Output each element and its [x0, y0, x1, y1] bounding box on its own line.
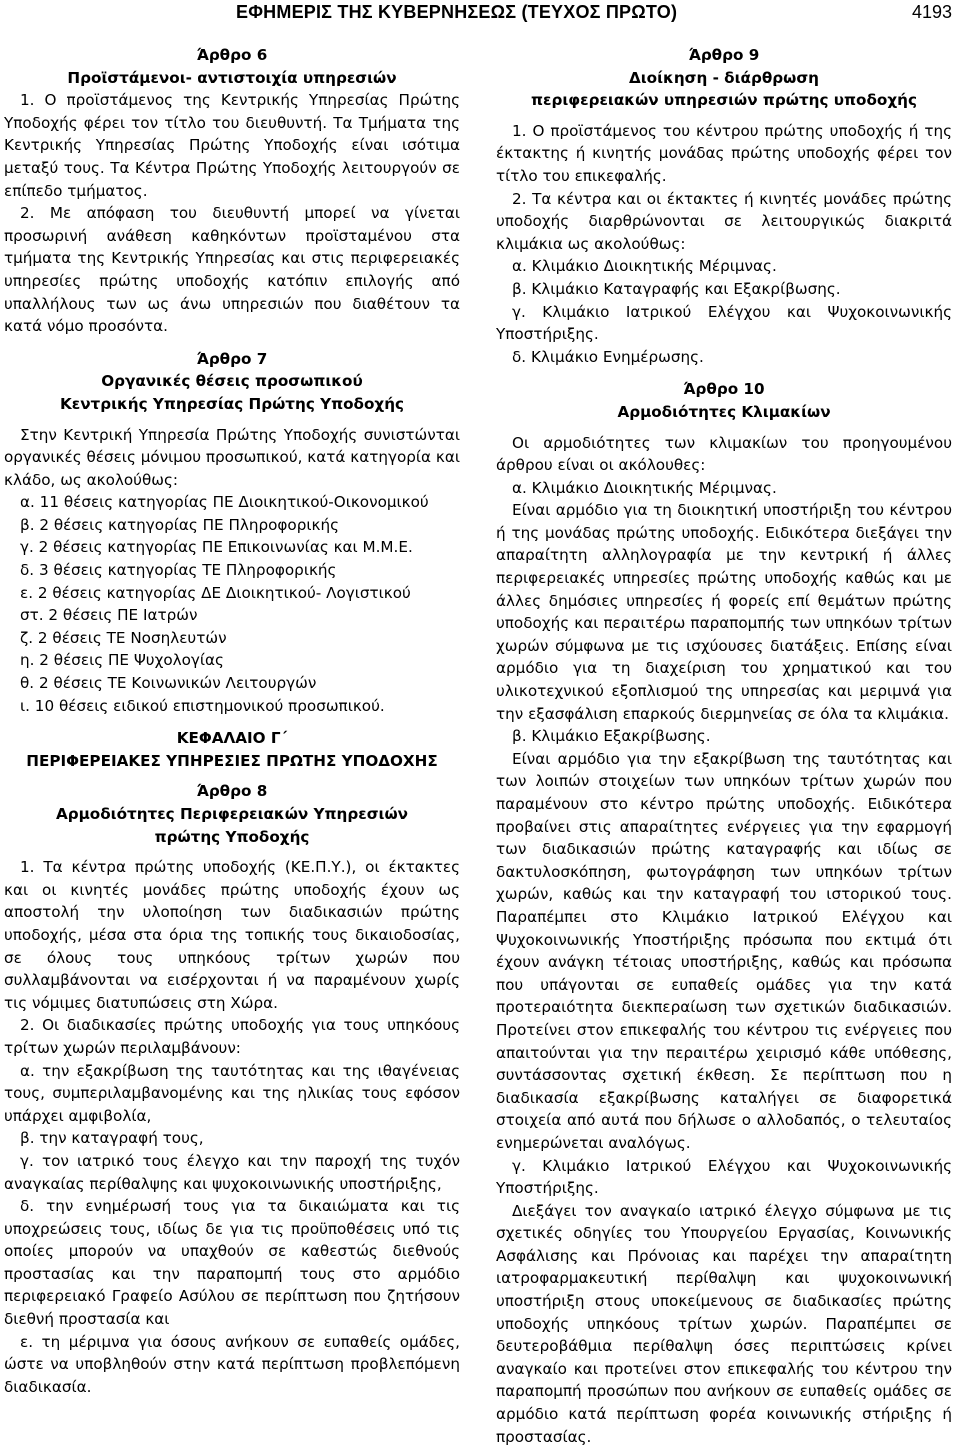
list-item: γ. 2 θέσεις κατηγορίας ΠΕ Επικοινωνίας και Μ.Μ.Ε.	[20, 538, 413, 557]
article-8-subtitle-1: Αρμοδιότητες Περιφερειακών Υπηρεσιών	[56, 805, 408, 823]
article-10-item-b-text: Είναι αρμόδιο για την εξακρίβωση της ταυτότητας και των λοιπών στοιχείων των υπηκόων τρίτων χωρών που παραμένουν στο κέντρο πρώτης υποδοχής. Ειδικότερα προβαίνει στις απαραίτητες ενέργειες για την εφαρμογή των διαδικασιών πρώτης καταγραφής και ιδίως σε δακτυλοσκόπηση, φωτογράφηση των υπηκόων τρίτων χωρών, καθώς και την καταγραφή του ιστορικού τους. Παραπέμπει στο Κλιμάκιο Ιατρικού Ελέγχου και Ψυχοκοινωνικής Υποστήριξης πρόσωπα που εκτιμά ότι έχουν ανάγκη τέτοιας υποστήριξης, καθώς και πρόσωπα που υπάγονται σε ευπαθείς ομάδες για την κατά προτεραιότητα διεκπεραίωση των σχετικών διαδικασιών. Προτείνει στον επικεφαλής του κέντρου τις ενέργειες που απαιτούνται για την περαιτέρω χειρισμό κάθε υπόθεσης, συντάσσοντας σχετική έκθεση. Σε περίπτωση που η διαδικασία εξακρίβωσης καταλήγει σε διαφορετικά στοιχεία από αυτά που δήλωσε ο αλλοδαπός, ο τελευταίος ενημερώνεται αναλόγως.	[496, 749, 952, 1152]
article-8-item-a: α. την εξακρίβωση της ταυτότητας και της ιθαγένειας τους, συμπεριλαμβανομένης και της ηλικίας τους εφόσον υπάρχει αμφιβολία,	[4, 1061, 460, 1125]
article-8-item-c: γ. τον ιατρικό τους έλεγχο και την παροχή της τυχόν αναγκαίας περίθαλψης και ψυχοκοινωνικής υποστήριξης,	[4, 1151, 460, 1193]
page-number: 4193	[911, 2, 952, 22]
chapter-subtitle: ΠΕΡΙΦΕΡΕΙΑΚΕΣ ΥΠΗΡΕΣΙΕΣ ΠΡΩΤΗΣ ΥΠΟΔΟΧΗΣ	[26, 751, 438, 770]
list-item: γ. Κλιμάκιο Ιατρικού Ελέγχου και Ψυχοκοινωνικής Υποστήριξης.	[496, 302, 952, 344]
article-10-item-b-heading: β. Κλιμάκιο Εξακρίβωσης.	[512, 727, 711, 746]
article-6-paragraph-2: 2. Με απόφαση του διευθυντή μπορεί να γίνεται προσωρινή ανάθεση καθηκόντων προϊσταμένου στα τμήματα της Κεντρικής Υπηρεσίας και στις περιφερειακές υπηρεσίες πρώτης υποδοχής κατόπιν επιλογής από υπαλλήλους των ως άνω υπηρεσιών που διαθέτουν τα κατά νόμο προσόντα.	[4, 204, 460, 336]
article-8-item-b: β. την καταγραφή τους,	[20, 1129, 204, 1148]
article-7-paragraph-1: Στην Κεντρική Υπηρεσία Πρώτης Υποδοχής συνιστώνται οργανικές θέσεις μόνιμου προσωπικού, κατά κατηγορία και κλάδο, ως ακολούθως:	[4, 425, 460, 489]
list-item: ε. 2 θέσεις κατηγορίας ΔΕ Διοικητικού- Λογιστικού	[20, 583, 411, 602]
list-item: α. Κλιμάκιο Διοικητικής Μέριμνας.	[512, 257, 777, 276]
list-item: β. Κλιμάκιο Καταγραφής και Εξακρίβωσης.	[512, 279, 841, 298]
article-9-subtitle-1: Διοίκηση - διάρθρωση	[629, 68, 819, 87]
article-7-title: Άρθρο 7	[196, 349, 268, 368]
list-item: δ. Κλιμάκιο Ενημέρωσης.	[512, 347, 704, 366]
article-10-item-c-heading: γ. Κλιμάκιο Ιατρικού Ελέγχου και Ψυχοκοινωνικής Υποστήριξης.	[496, 1156, 952, 1198]
list-item: α. 11 θέσεις κατηγορίας ΠΕ Διοικητικού-Οικονομικού	[20, 493, 429, 512]
article-8-paragraph-1: 1. Τα κέντρα πρώτης υποδοχής (ΚΕ.Π.Υ.), οι έκτακτες και οι κινητές μονάδες πρώτης υποδοχής έχουν ως αποστολή την υλοποίηση των διαδικασιών πρώτης υποδοχής, μέσα στα όρια της τοπικής τους δικαιοδοσίας, σε όλους τους υπηκόους τρίτων χωρών που συλλαμβάνονται να εισέρχονται ή να παραμένουν χωρίς τις νόμιμες διατυπώσεις στη Χώρα.	[4, 858, 460, 1012]
article-10-title: Άρθρο 10	[683, 380, 765, 399]
article-10-item-c-text: Διεξάγει τον αναγκαίο ιατρικό έλεγχο σύμφωνα με τις σχετικές οδηγίες του Υπουργείου Εργασίας, Κοινωνικής Ασφάλισης και Πρόνοιας και παρέχει την απαραίτητη ιατροφαρμακευτική περίθαλψη και ψυχοκοινωνική υποστήριξη στους υποκείμενους σε διαδικασίες πρώτης υποδοχής υπηκόους τρίτων χωρών. Παραπέμπει σε δευτεροβάθμια περίθαλψη όσες περιπτώσεις κρίνει αναγκαίο και προτείνει στον επικεφαλής του κέντρου την παραπομπή προσώπων που ανήκουν σε ευπαθείς ομάδες σε αρμόδιο κατά περίπτωση φορέα κοινωνικής στήριξης ή προστασίας.	[496, 1201, 952, 1446]
list-item: η. 2 θέσεις ΠΕ Ψυχολογίας	[20, 651, 224, 670]
article-8-title: Άρθρο 8	[196, 782, 268, 801]
chapter-title: ΚΕΦΑΛΑΙΟ Γ΄	[176, 729, 288, 748]
article-10-item-a-heading: α. Κλιμάκιο Διοικητικής Μέριμνας.	[512, 478, 777, 497]
article-10-subtitle: Αρμοδιότητες Κλιμακίων	[617, 402, 831, 421]
article-10-item-a-text: Είναι αρμόδιο για τη διοικητική υποστήριξη του κέντρου ή της μονάδας πρώτης υποδοχής. Ειδικότερα διεξάγει την απαραίτητη αλληλογραφία με την κεντρική ή άλλες περιφερειακές υπηρεσίες πρώτης υποδοχής καθώς και με άλλες δημόσιες υπηρεσίες ή φορείς επί θεμάτων πρώτης υποδοχής και περαιτέρω παραπομπής των υπηκόων τρίτων χωρών σύμφωνα με τις ισχύουσες διατάξεις. Επίσης είναι αρμόδιο για τη διαχείριση του χρηματικού και του υλικοτεχνικού εξοπλισμού της υπηρεσίας και μεριμνά για την εξασφάλιση επαρκούς διερμηνείας σε όλα τα κλιμάκια.	[496, 501, 952, 723]
article-7-subtitle-2: Κεντρικής Υπηρεσίας Πρώτης Υποδοχής	[59, 394, 405, 413]
list-item: ζ. 2 θέσεις ΤΕ Νοσηλευτών	[20, 628, 227, 647]
article-9-title: Άρθρο 9	[688, 46, 760, 64]
list-item: β. 2 θέσεις κατηγορίας ΠΕ Πληροφορικής	[20, 515, 339, 534]
right-column	[496, 44, 952, 1448]
list-item: ι. 10 θέσεις ειδικού επιστημονικού προσωπικού.	[20, 696, 385, 715]
gazette-title: ΕΦΗΜΕΡΙΣ ΤΗΣ ΚΥΒΕΡΝΗΣΕΩΣ (ΤΕΥΧΟΣ ΠΡΩΤΟ)	[236, 2, 678, 22]
article-9-paragraph-1: 1. Ο προϊστάμενος του κέντρου πρώτης υποδοχής ή της έκτακτης ή κινητής μονάδας πρώτης υποδοχής φέρει τον τίτλο του επικεφαλής.	[496, 121, 952, 185]
article-6-subtitle: Προϊστάμενοι- αντιστοιχία υπηρεσιών	[67, 68, 397, 87]
article-8-subtitle-2: πρώτης Υποδοχής	[154, 827, 310, 846]
list-item: στ. 2 θέσεις ΠΕ Ιατρών	[20, 606, 198, 625]
article-8-item-d: δ. την ενημέρωσή τους για τα δικαιώματα και τις υποχρεώσεις τους, ιδίως δε για τις προϋποθέσεις υπό τις οποίες μπορούν να υπαχθούν σε καθεστώς διεθνούς προστασίας και την παραπομπή τους στο αρμόδιο περιφερειακό Γραφείο Ασύλου σε περίπτωση που ζητήσουν διεθνή προστασία και	[4, 1197, 460, 1329]
article-8-item-e: ε. τη μέριμνα για όσους ανήκουν σε ευπαθείς ομάδες, ώστε να υποβληθούν στην κατά περίπτωση προβλεπόμενη διαδικασία.	[4, 1332, 460, 1396]
article-9-subtitle-2: περιφερειακών υπηρεσιών πρώτης υποδοχής	[531, 91, 917, 110]
article-9-paragraph-2: 2. Τα κέντρα και οι έκτακτες ή κινητές μονάδες πρώτης υποδοχής διαρθρώνονται σε λειτουργικώς διακριτά κλιμάκια ως ακολούθως:	[496, 189, 952, 253]
left-column	[4, 44, 460, 1398]
article-6-title: Άρθρο 6	[196, 46, 268, 64]
page-header	[0, 0, 960, 30]
list-item: θ. 2 θέσεις ΤΕ Κοινωνικών Λειτουργών	[20, 674, 317, 693]
article-8-paragraph-2: 2. Οι διαδικασίες πρώτης υποδοχής για τους υπηκόους τρίτων χωρών περιλαμβάνουν:	[4, 1016, 460, 1057]
list-item: δ. 3 θέσεις κατηγορίας ΤΕ Πληροφορικής	[20, 561, 337, 580]
article-7-subtitle-1: Οργανικές θέσεις προσωπικού	[101, 372, 363, 391]
article-6-paragraph-1: 1. Ο προϊστάμενος της Κεντρικής Υπηρεσίας Πρώτης Υποδοχής φέρει τον τίτλο του διευθυντή. Τα Τμήματα της Κεντρικής Υπηρεσίας Πρώτης Υποδοχής είναι ισότιμα μεταξύ τους. Τα Κέντρα Πρώτης Υποδοχής λειτουργούν σε επίπεδο τμήματος.	[4, 91, 460, 200]
article-10-paragraph-1: Οι αρμοδιότητες των κλιμακίων του προηγουμένου άρθρου είναι οι ακόλουθες:	[496, 433, 952, 475]
